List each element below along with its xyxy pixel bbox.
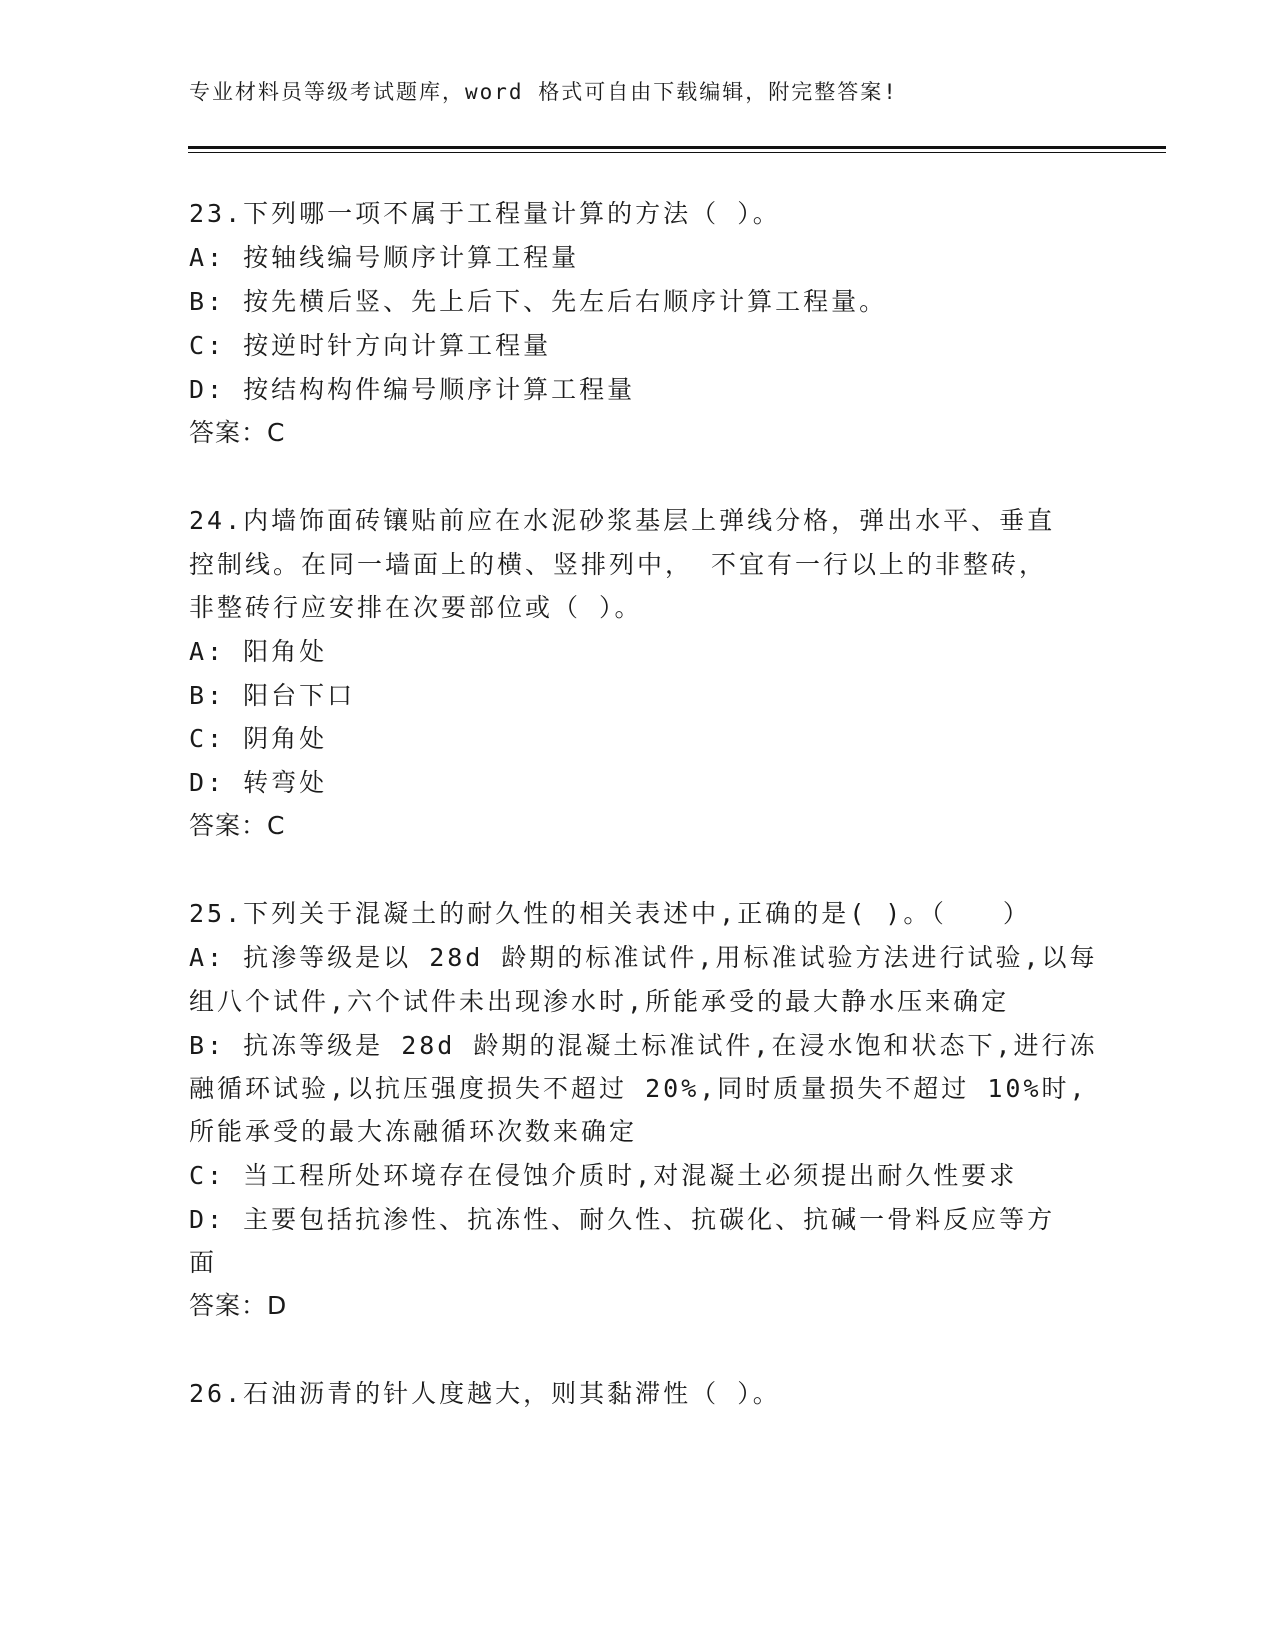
question-25-option-d-line-2: 面 (189, 1248, 218, 1277)
question-24-option-c: C: 阴角处 (189, 724, 328, 753)
question-24-option-d: D: 转弯处 (189, 768, 328, 797)
question-25-option-a-line-1: A: 抗渗等级是以 28d 龄期的标准试件,用标准试验方法进行试验,以每 (189, 943, 1098, 972)
header-note: 专业材料员等级考试题库，word 格式可自由下载编辑，附完整答案! (189, 80, 898, 104)
question-25-option-b-line-1: B: 抗冻等级是 28d 龄期的混凝土标准试件,在浸水饱和状态下,进行冻 (189, 1031, 1098, 1060)
question-25-option-b-line-2: 融循环试验,以抗压强度损失不超过 20%,同时质量损失不超过 10%时, (189, 1074, 1088, 1103)
question-25-option-b-line-3: 所能承受的最大冻融循环次数来确定 (189, 1117, 638, 1146)
question-24-answer: 答案：C (189, 811, 286, 840)
question-25-option-c: C: 当工程所处环境存在侵蚀介质时,对混凝土必须提出耐久性要求 (189, 1161, 1018, 1190)
question-23-answer: 答案：C (189, 418, 286, 447)
question-23-option-c: C: 按逆时针方向计算工程量 (189, 331, 552, 360)
question-26-stem: 26.石油沥青的针人度越大，则其黏滞性（ ）。 (189, 1379, 781, 1408)
question-25-option-d-line-1: D: 主要包括抗渗性、抗冻性、耐久性、抗碳化、抗碱一骨料反应等方 (189, 1205, 1056, 1234)
question-24-stem-line-1: 24.内墙饰面砖镶贴前应在水泥砂浆基层上弹线分格，弹出水平、垂直 (189, 506, 1056, 535)
question-23-option-b: B: 按先横后竖、先上后下、先左后右顺序计算工程量。 (189, 287, 888, 316)
question-23-option-d: D: 按结构构件编号顺序计算工程量 (189, 375, 636, 404)
question-23-stem: 23.下列哪一项不属于工程量计算的方法（ ）。 (189, 199, 781, 228)
question-24-stem-line-3: 非整砖行应安排在次要部位或（ ）。 (189, 593, 643, 622)
question-24-option-a: A: 阳角处 (189, 637, 328, 666)
question-25-answer: 答案：D (189, 1291, 288, 1320)
question-24-option-b: B: 阳台下口 (189, 681, 356, 710)
question-25-stem: 25.下列关于混凝土的耐久性的相关表述中,正确的是( )。（ ） (189, 899, 1031, 928)
question-23-option-a: A: 按轴线编号顺序计算工程量 (189, 243, 580, 272)
header-rule (188, 146, 1166, 153)
question-24-stem-line-2: 控制线。在同一墙面上的横、竖排列中， 不宜有一行以上的非整砖， (189, 550, 1048, 579)
question-25-option-a-line-2: 组八个试件,六个试件未出现渗水时,所能承受的最大静水压来确定 (189, 987, 1010, 1016)
